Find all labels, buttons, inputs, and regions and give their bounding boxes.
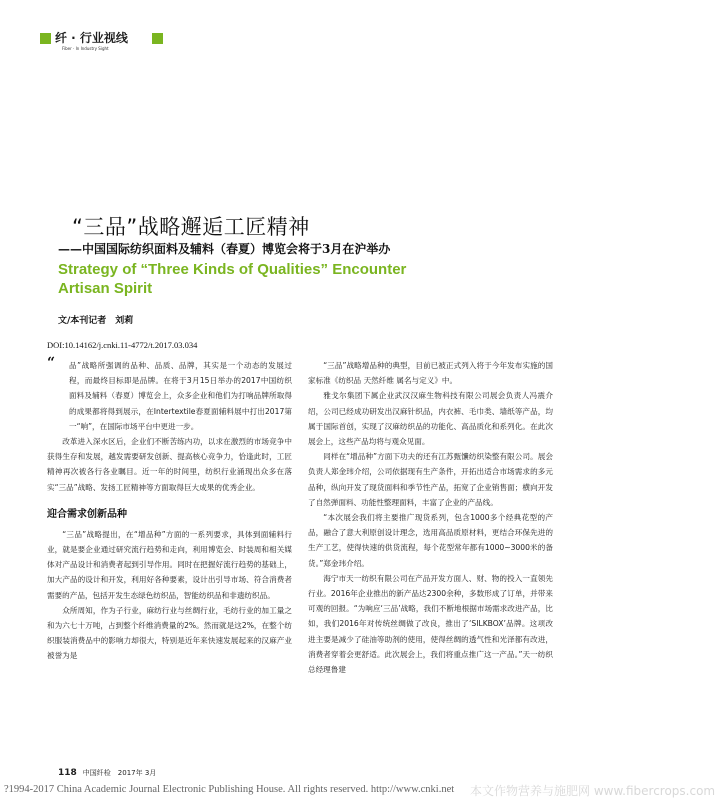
paragraph: [47, 355, 292, 434]
english-title-line1: Strategy of “Three Kinds of Qualities” Encounter: [58, 261, 407, 278]
left-column: [47, 355, 292, 664]
paragraph-text: 品”战略所强调的品种、品质、品牌，其实是一个动态的发展过程，而最终目标即是品牌。在将于3月15日举办的2017中国纺织面料及辅料（春夏）博览会上，众多企业和他们为打响品牌所取得的成果都将得到展示，在Intertextile春夏面辅料展中打出2017第一“响”，在国际市场平台中更进一步。: [69, 361, 292, 431]
paragraph: 雅戈尔集团下属企业武汉汉麻生物科技有限公司展会负责人冯震介绍，公司已经成功研发出汉麻针织品，内衣裤、毛巾类、墙纸等产品，均属于国际首创，实现了汉麻纺织品的功能化、高品质化和系列化。在此次展会上，这些产品均将与观众见面。: [308, 391, 553, 447]
section-header: [40, 30, 140, 52]
right-column: [308, 358, 553, 677]
page-footer: [58, 768, 156, 778]
paragraph: “本次展会我们将主要推广现货系列，包含1000多个经典花型的产品，融合了意大利原创设计理念，选用高品质原材料，更结合环保先进的生产工艺，使得快速的供货流程，每个花型常年都有1000~3000米的备货。”郑金玮介绍。: [308, 513, 553, 568]
author-byline: 文/本刊记者 刘莉: [58, 316, 134, 326]
watermark: 本文作物营养与施肥网 www.fibercrops.com: [470, 784, 715, 798]
green-square-icon: [40, 33, 51, 44]
doi-line: DOI:10.14162/j.cnki.11-4772/t.2017.03.034: [47, 340, 198, 350]
paragraph: “三品”战略提出，在“增品种”方面的一系列要求，具体到面辅料行业，就是要企业通过研究流行趋势和走向，利用博览会、时装周和相关媒体对产品设计和消费者起到引导作用。同时在把握好流行趋势的基础上，加大产品的设计和开发，利用好各种要素，设计出引导市场、符合消费者需要的产品，包括开发生态绿色纺织品，智能纺织品和非遗纺织品。: [47, 529, 292, 600]
page-number: 118: [58, 768, 77, 778]
article-subtitle: ——中国国际纺织面料及辅料（春夏）博览会将于3月在沪举办: [58, 242, 391, 256]
journal-name: 中国纤检 2017年 3月: [82, 769, 157, 777]
article-title: “三品”战略邂逅工匠精神: [72, 215, 310, 239]
paragraph: 众所周知，作为子行业，麻纺行业与丝绸行业，毛纺行业的加工量之和为六七十万吨，占到整个纤维消费量的2%。然而就是这2%，在整个纺织服装消费品中的影响力却很大，特别是近年来快速发展起来的汉麻产业被誉为是: [47, 605, 292, 661]
paragraph: “三品”战略增品种的典型，目前已被正式列入将于今年发布实施的国家标准《纺织品 天然纤维 属名与定义》中。: [308, 361, 553, 386]
section-title: 纤 · 行业视线: [55, 31, 128, 45]
green-square-icon: [152, 33, 163, 44]
paragraph: 改革进入深水区后，企业们不断苦练内功，以求在激烈的市场竞争中获得生存和发展，越发需要研发创新、提高核心竞争力，恰逢此时，工匠精神再次被各行各业瞩目。近一年的时间里，纺织行业涌现出众多在落实“三品”战略、发扬工匠精神等方面取得巨大成果的优秀企业。: [47, 437, 292, 492]
section-subtitle: Fiber · In Industry Sight: [62, 46, 109, 51]
paragraph: 海宁市天一纺织有限公司在产品开发方面人、财、物的投入一直领先行业。2016年企业推出的新产品达2300余种，多数形成了订单，并带来可观的回报。“为响应‘三品’战略，我们不断地根据市场需求改进产品，比如，我们2016年对传统丝绸做了改良，推出了‘SILKBOX’品牌。这项改进主要是减少了硅油等助剂的使用，使得丝绸的透气性和光泽都有改进，消费者穿着会更舒适。此次展会上，我们将重点推广这一产品。”天一纺织总经理鲁建: [308, 573, 553, 675]
opening-quote-mark: “: [47, 355, 56, 371]
section-heading: 迎合需求创新品种: [47, 508, 127, 520]
copyright-notice: ?1994-2017 China Academic Journal Electronic Publishing House. All rights reserved. http://www.cnki.net: [4, 784, 455, 795]
paragraph: 同样在“增品种”方面下功夫的还有江苏甄馕纺织染整有限公司。展会负责人郑金玮介绍，公司依据现有生产条件，开拓出适合市场需求的多元品种，纵向开发了现货面料和季节性产品，拓宽了企业销售面；横向开发了自然弹面料、功能性整理面料，丰富了企业的产品线。: [308, 452, 553, 507]
english-title-line2: Artisan Spirit: [58, 280, 153, 297]
